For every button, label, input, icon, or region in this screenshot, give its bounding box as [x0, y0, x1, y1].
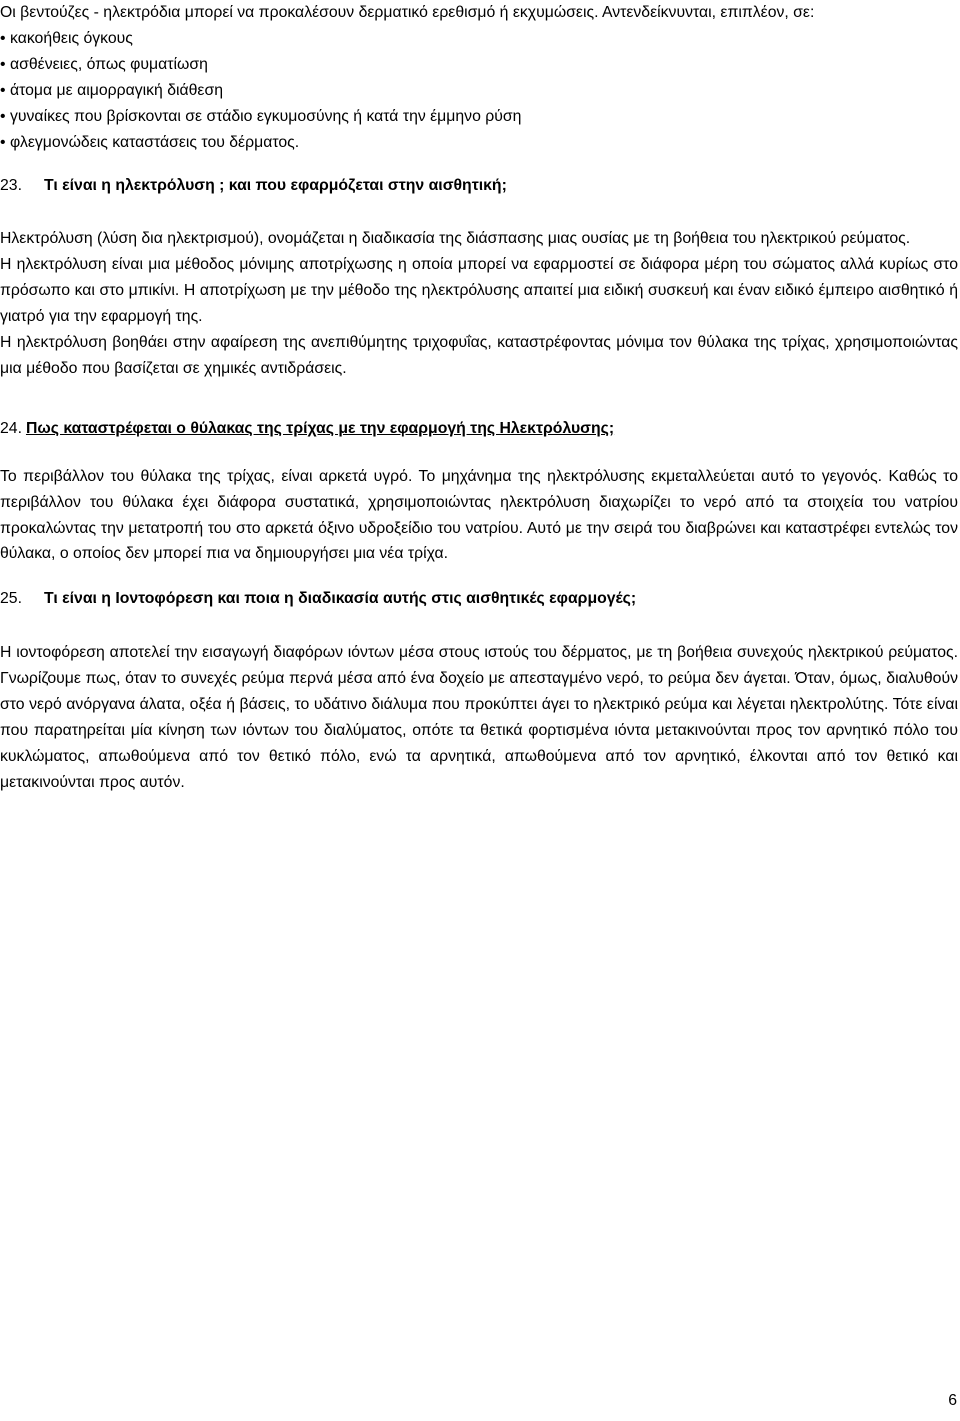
- section-23-number: 23.: [0, 177, 22, 195]
- section-23-heading: [0, 173, 958, 199]
- bullet-icon: •: [0, 133, 6, 151]
- list-item: • γυναίκες που βρίσκονται σε στάδιο εγκυμοσύνης ή κατά την έμμηνο ρύση: [0, 104, 958, 130]
- section-24-number: 24.: [0, 419, 22, 437]
- section-25-title: Τι είναι η Ιοντοφόρεση και ποια η διαδικασία αυτής στις αισθητικές εφαρμογές;: [44, 590, 637, 608]
- bullet-icon: •: [0, 55, 6, 73]
- list-item: • κακοήθεις όγκους: [0, 26, 958, 52]
- section-24-heading: [0, 416, 958, 442]
- contraindications-list: [0, 26, 958, 156]
- intro-paragraph: Οι βεντούζες - ηλεκτρόδια μπορεί να προκαλέσουν δερματικό ερεθισμό ή εκχυμώσεις. Αντενδείκνυνται, επιπλέον, σε:: [0, 4, 815, 21]
- section-23-paragraph-1: Ηλεκτρόλυση (λύση δια ηλεκτρισμού), ονομάζεται η διαδικασία της διάσπασης μιας ουσίας με τη βοήθεια του ηλεκτρικού ρεύματος.: [0, 230, 911, 248]
- list-item: • άτομα με αιμορραγική διάθεση: [0, 78, 958, 104]
- section-25-heading: [0, 586, 958, 612]
- section-25-paragraph: Η ιοντοφόρεση αποτελεί την εισαγωγή διαφόρων ιόντων μέσα στους ιστούς του δέρματος, με τη βοήθεια συνεχούς ηλεκτρικού ρεύματος. Γνωρίζουμε πως, όταν το συνεχές ρεύμα περνά μέσα από ένα δοχείο με απεσταγμένο νερό, το ρεύμα δεν άγεται. Όταν, όμως, διαλυθούν στο νερό ανόργανα άλατα, οξέα ή βάσεις, το υδάτινο διάλυμα που προκύπτει άγει το ηλεκτρικό ρεύμα και λέγεται ηλεκτρολύτης. Τότε είναι που παρατηρείται μία κίνηση των ιόντων του διαλύματος, οπότε τα θετικά φορτισμένα ιόντα μετακινούνται προς τον αρνητικό πόλο του κυκλώματος, απωθούμενα από τον θετικό πόλο, ενώ τα αρνητικά, απωθούμενα από τον αρνητικό, έλκονται από τον θετικό και μετακινούνται προς αυτόν.: [0, 644, 958, 791]
- section-23-paragraph-3: Η ηλεκτρόλυση βοηθάει στην αφαίρεση της ανεπιθύμητης τριχοφυΐας, καταστρέφοντας μόνιμα τον θύλακα της τρίχας, χρησιμοποιώντας μια μέθοδο που βασίζεται σε χημικές αντιδράσεις.: [0, 333, 958, 377]
- bullet-icon: •: [0, 29, 6, 47]
- section-23-title: Τι είναι η ηλεκτρόλυση ; και που εφαρμόζεται στην αισθητική;: [44, 177, 507, 195]
- section-25-number: 25.: [0, 590, 22, 608]
- page-number: 6: [948, 1392, 957, 1409]
- section-24-paragraph: Το περιβάλλον του θύλακα της τρίχας, είναι αρκετά υγρό. Το μηχάνημα της ηλεκτρόλυσης εκμεταλλεύεται αυτό το γεγονός. Καθώς το περιβάλλον του θύλακα έχει διάφορα συστατικά, χρησιμοποιώντας ηλεκτρόλυση διαχωρίζει το νερό από τα στοιχεία του νατρίου προκαλώντας την μετατροπή του στο αρκετά όξινο υδροξείδιο του νατρίου. Αυτό με την σειρά του διαβρώνει και καταστρέφει εντελώς τον θύλακα, ο οποίος δεν μπορεί πια να δημιουργήσει μια νέα τρίχα.: [0, 467, 958, 563]
- section-24-title: Πως καταστρέφεται ο θύλακας της τρίχας με την εφαρμογή της Ηλεκτρόλυσης;: [25, 419, 615, 437]
- section-23-paragraph-2: Η ηλεκτρόλυση είναι μια μέθοδος μόνιμης αποτρίχωσης η οποία μπορεί να εφαρμοστεί σε διάφορα μέρη του σώματος αλλά κυρίως στο πρόσωπο και στο μπικίνι. Η αποτρίχωση με την μέθοδο της ηλεκτρόλυσης απαιτεί μια ειδική συσκευή και έναν ειδικό έμπειρο αισθητικό ή γιατρό για την εφαρμογή της.: [0, 256, 958, 326]
- list-item: • ασθένειες, όπως φυματίωση: [0, 52, 958, 78]
- bullet-icon: •: [0, 107, 6, 125]
- list-item: • φλεγμονώδεις καταστάσεις του δέρματος.: [0, 130, 958, 156]
- bullet-icon: •: [0, 81, 6, 99]
